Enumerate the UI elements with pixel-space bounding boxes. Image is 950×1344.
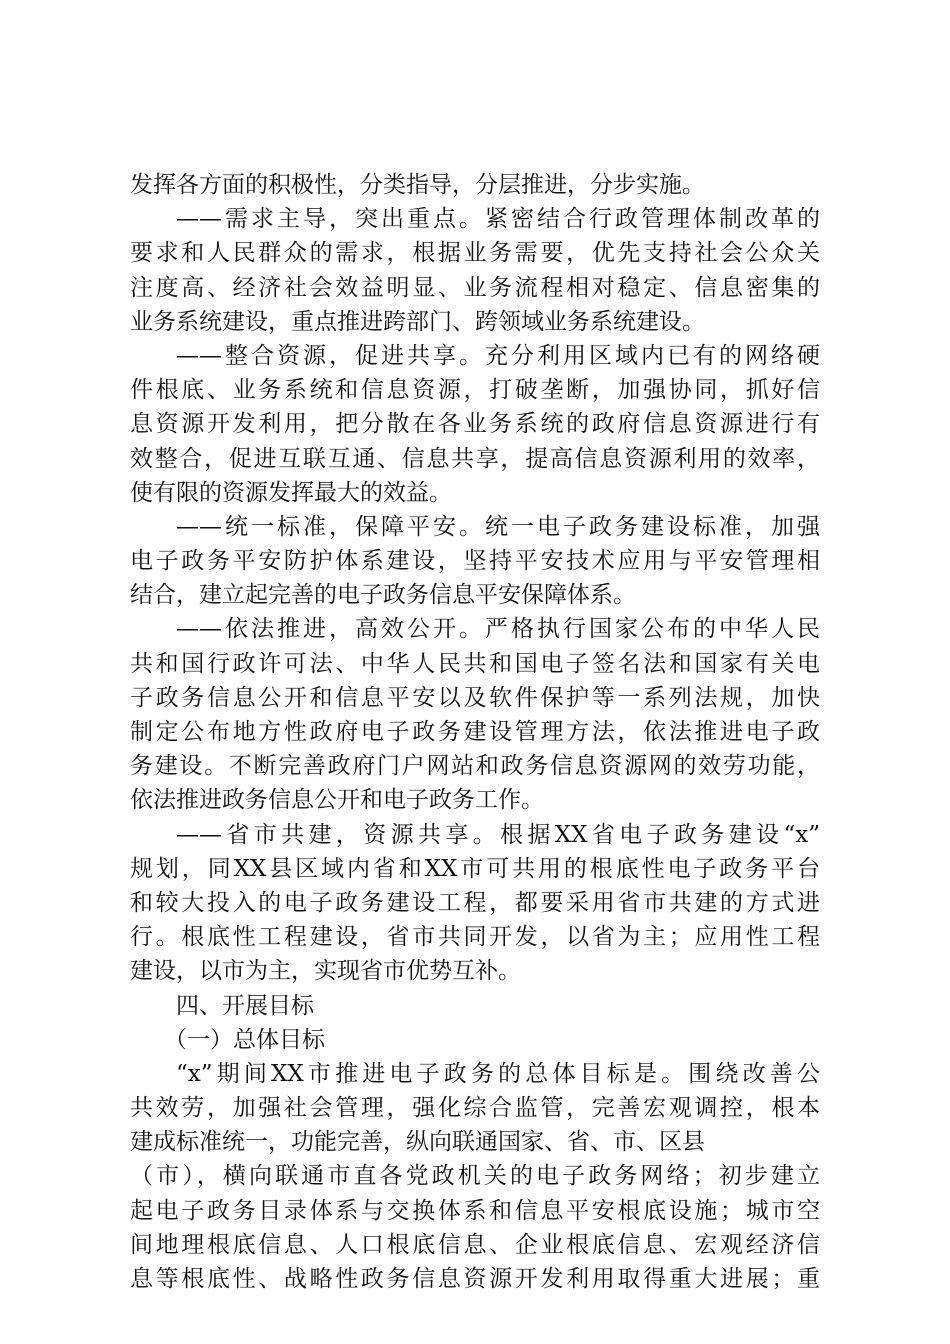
text-line: 制定公布地方性政府电子政务建设管理方法，依法推进电子政: [130, 719, 820, 745]
text-line: 规划，同XX县区域内省和XX市可共用的根底性电子政务平台: [130, 855, 820, 882]
text-line: 效整合，促进互联互通、信息共享，提高信息资源利用的效率，: [130, 445, 820, 472]
subsection-heading: （一）总体目标: [164, 1026, 325, 1053]
text-line: 电子政务平安防护体系建设，坚持平安技术应用与平安管理相: [130, 548, 820, 575]
text-line: 起电子政务目录体系与交换体系和信息平安根底设施；城市空: [130, 1197, 820, 1224]
text-line: ——统一标准，保障平安。统一电子政务建设标准，加强: [176, 513, 820, 540]
text-line: 结合，建立起完善的电子政务信息平安保障体系。: [130, 582, 636, 609]
text-line: 注度高、经济社会效益明显、业务流程相对稳定、信息密集的: [130, 274, 820, 301]
text-line: 业务系统建设，重点推进跨部门、跨领域业务系统建设。: [130, 308, 705, 335]
text-line: ——整合资源，促进共享。充分利用区域内已有的网络硬: [176, 342, 820, 369]
text-line: 和较大投入的电子政务建设工程，都要采用省市共建的方式进: [130, 889, 820, 916]
text-line: 息等根底性、战略性政务信息资源开发利用取得重大进展；重: [130, 1266, 820, 1292]
text-line: ——依法推进，高效公开。严格执行国家公布的中华人民: [176, 616, 820, 643]
text-line: 共效劳，加强社会管理，强化综合监管，完善宏观调控，根本: [130, 1095, 820, 1122]
text-line: 使有限的资源发挥最大的效益。: [130, 479, 452, 506]
text-line: 建成标准统一，功能完善，纵向联通国家、省、市、区县: [130, 1129, 705, 1156]
text-line: 建设，以市为主，实现省市优势互补。: [130, 958, 521, 985]
text-line: 行。根底性工程建设，省市共同开发，以省为主；应用性工程: [130, 924, 820, 951]
text-line: 子政务信息公开和信息平安以及软件保护等一系列法规，加快: [130, 684, 820, 711]
text-line: ——省市共建，资源共享。根据XX省电子政务建设“x”: [176, 821, 820, 848]
text-line: 间地理根底信息、人口根底信息、企业根底信息、宏观经济信: [130, 1231, 820, 1258]
document-body: [130, 168, 820, 1296]
text-line: 件根底、业务系统和信息资源，打破垄断，加强协同，抓好信: [130, 377, 820, 404]
text-line: ——需求主导，突出重点。紧密结合行政管理体制改革的: [176, 206, 820, 233]
text-line: 务建设。不断完善政府门户网站和政务信息资源网的效劳功能，: [130, 753, 820, 780]
text-line: （市），横向联通市直各党政机关的电子政务网络；初步建立: [130, 1163, 820, 1190]
text-line: 息资源开发利用，把分散在各业务系统的政府信息资源进行有: [130, 411, 820, 438]
text-line: 要求和人民群众的需求，根据业务需要，优先支持社会公众关: [130, 240, 820, 267]
text-line: 依法推进政务信息公开和电子政务工作。: [130, 787, 544, 814]
text-line: 发挥各方面的积极性，分类指导，分层推进，分步实施。: [130, 172, 705, 198]
text-line: 共和国行政许可法、中华人民共和国电子签名法和国家有关电: [130, 650, 820, 677]
text-line: “x”期间XX市推进电子政务的总体目标是。围绕改善公: [176, 1060, 820, 1087]
section-heading: 四、开展目标: [176, 992, 314, 1019]
